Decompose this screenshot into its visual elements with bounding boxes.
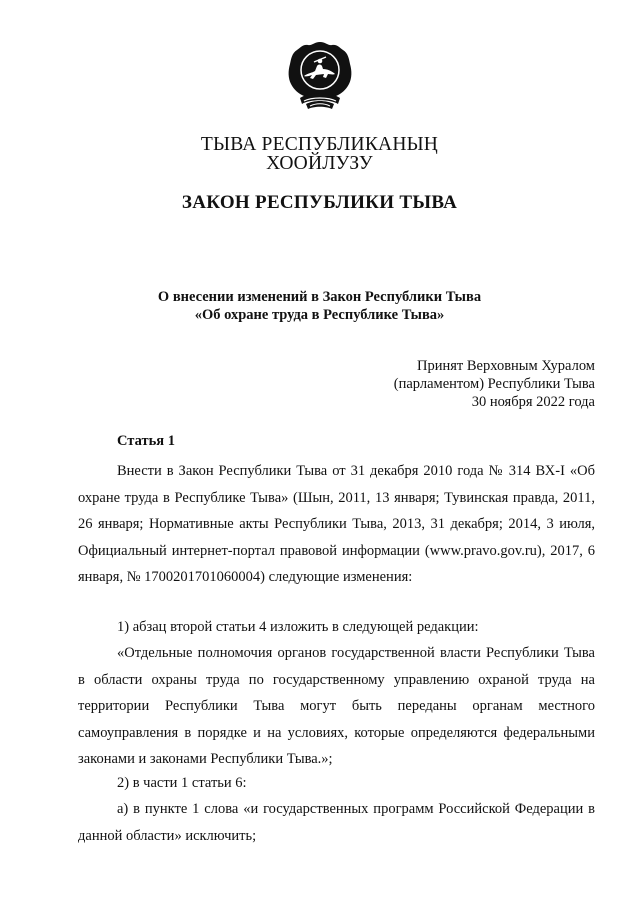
adoption-date: 30 ноября 2022 года	[471, 394, 595, 410]
paragraph: а) в пункте 1 слова «и государственных программ Российской Федерации в данной области» исключить;	[78, 801, 595, 844]
article-heading: Статья 1	[117, 433, 175, 449]
paragraph: Внести в Закон Республики Тыва от 31 декабря 2010 года № 314 ВХ-I «Об охране труда в Республике Тыва» (Шын, 2011, 13 января; Тувинская правда, 2011, 26 января; Нормативные акты Республики Тыва, 2013, 31 декабря; 2014, 3 июля, Официальный интернет-портал правовой информации (www.pravo.gov.ru), 2017, 6 января, № 1700201701060004) следующие изменения:	[78, 463, 595, 585]
adopted-by-line2: (парламентом) Республики Тыва	[393, 376, 595, 392]
adopted-by-line1: Принят Верховным Хуралом	[417, 358, 595, 374]
paragraph: 1) абзац второй статьи 4 изложить в следующей редакции:	[117, 619, 479, 635]
coat-of-arms-icon	[286, 40, 354, 112]
law-subject-line1: О внесении изменений в Закон Республики Тыва	[157, 289, 482, 305]
paragraph: 2) в части 1 статьи 6:	[117, 775, 247, 791]
law-subject-line2: «Об охране труда в Республике Тыва»	[194, 307, 445, 323]
law-title: ЗАКОН РЕСПУБЛИКИ ТЫВА	[181, 192, 458, 213]
header-title-tuvan-line1: ТЫВА РЕСПУБЛИКАНЫҢ	[200, 134, 439, 155]
header-title-tuvan-line2: ХООЙЛУЗУ	[266, 153, 373, 174]
paragraph: «Отдельные полномочия органов государственной власти Республики Тыва в области охраны труда по государственному управлению охраной труда на территории Республики Тыва могут быть переданы органам местного самоуправления в порядке и на условиях, которые определяются федеральными законами и законами Республики Тыва.»;	[78, 645, 595, 767]
